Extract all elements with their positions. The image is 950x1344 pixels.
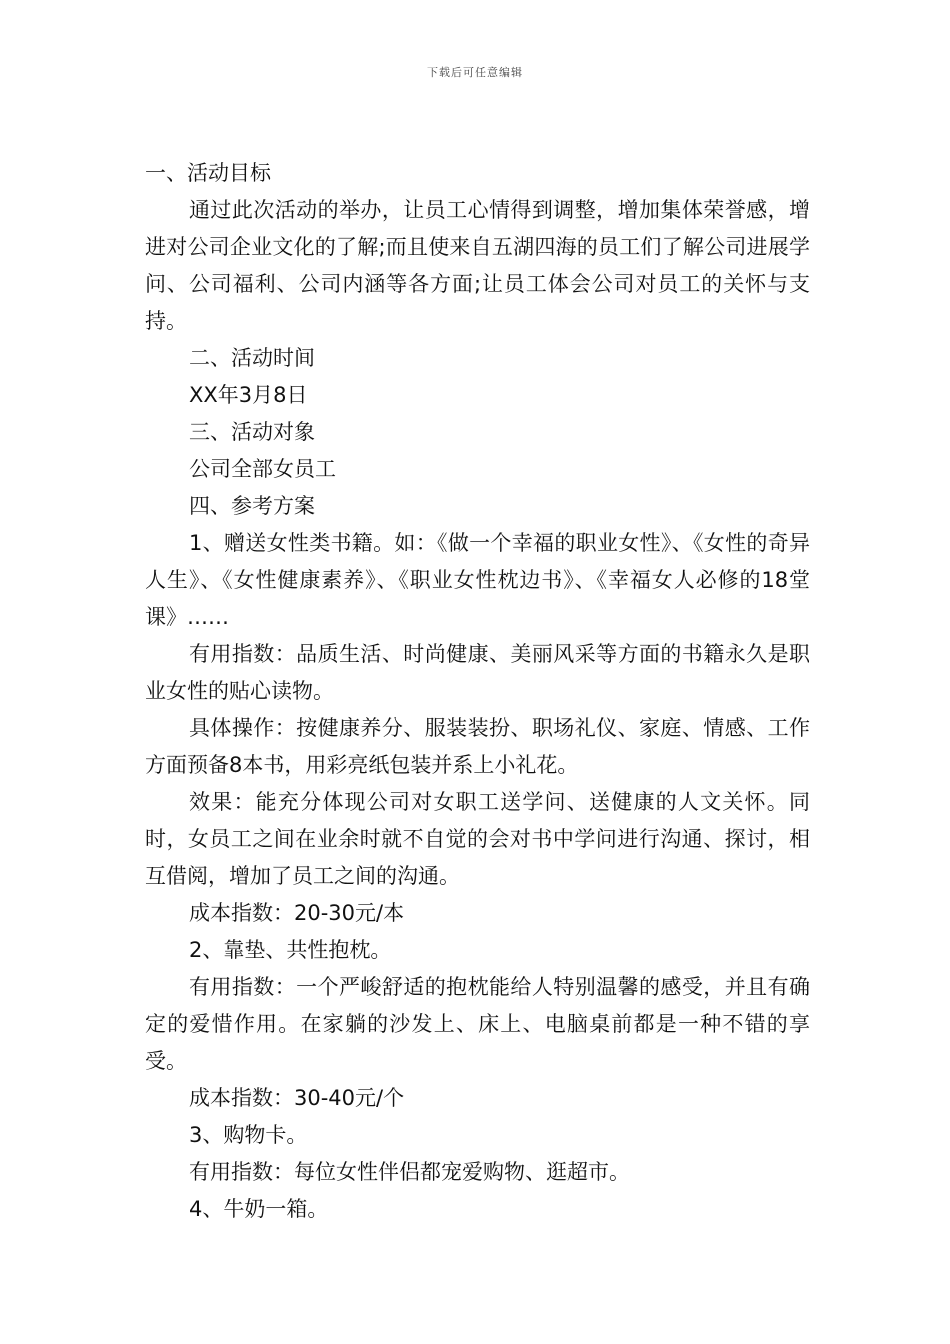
paragraph-17: 有用指数：每位女性伴侣都宠爱购物、逛超市。 xyxy=(189,1160,630,1184)
paragraph-15: 成本指数：30-40元/个 xyxy=(189,1086,405,1110)
paragraph-1: 一、活动目标 xyxy=(145,161,271,185)
paragraph-2: 通过此次活动的举办，让员工心情得到调整，增加集体荣誉感，增进对公司企业文化的了解;而且使来自五湖四海的员工们了解公司进展学问、公司福利、公司内涵等各方面;让员工体会公司对员工的关怀与支持。 xyxy=(145,198,810,333)
document-body xyxy=(145,155,810,1228)
paragraph-10: 具体操作：按健康养分、服装装扮、职场礼仪、家庭、情感、工作方面预备8本书，用彩亮纸包装并系上小礼花。 xyxy=(145,716,810,777)
paragraph-6: 公司全部女员工 xyxy=(189,457,336,481)
paragraph-16: 3、购物卡。 xyxy=(189,1123,308,1147)
paragraph-11: 效果：能充分体现公司对女职工送学问、送健康的人文关怀。同时，女员工之间在业余时就不自觉的会对书中学问进行沟通、探讨，相互借阅，增加了员工之间的沟通。 xyxy=(145,790,810,888)
paragraph-8: 1、赠送女性类书籍。如：《做一个幸福的职业女性》、《女性的奇异人生》、《女性健康素养》、《职业女性枕边书》、《幸福女人必修的18堂课》…… xyxy=(145,531,810,629)
paragraph-13: 2、靠垫、共性抱枕。 xyxy=(189,938,392,962)
paragraph-14: 有用指数：一个严峻舒适的抱枕能给人特别温馨的感受，并且有确定的爱惜作用。在家躺的沙发上、床上、电脑桌前都是一种不错的享受。 xyxy=(145,975,810,1073)
paragraph-18: 4、牛奶一箱。 xyxy=(189,1197,329,1221)
paragraph-7: 四、参考方案 xyxy=(189,494,315,518)
paragraph-3: 二、活动时间 xyxy=(189,346,315,370)
paragraph-4: XX年3月8日 xyxy=(189,383,308,407)
paragraph-9: 有用指数：品质生活、时尚健康、美丽风采等方面的书籍永久是职业女性的贴心读物。 xyxy=(145,642,810,703)
paragraph-5: 三、活动对象 xyxy=(189,420,315,444)
paragraph-12: 成本指数：20-30元/本 xyxy=(189,901,405,925)
page-header: 下载后可任意编辑 xyxy=(427,66,523,79)
